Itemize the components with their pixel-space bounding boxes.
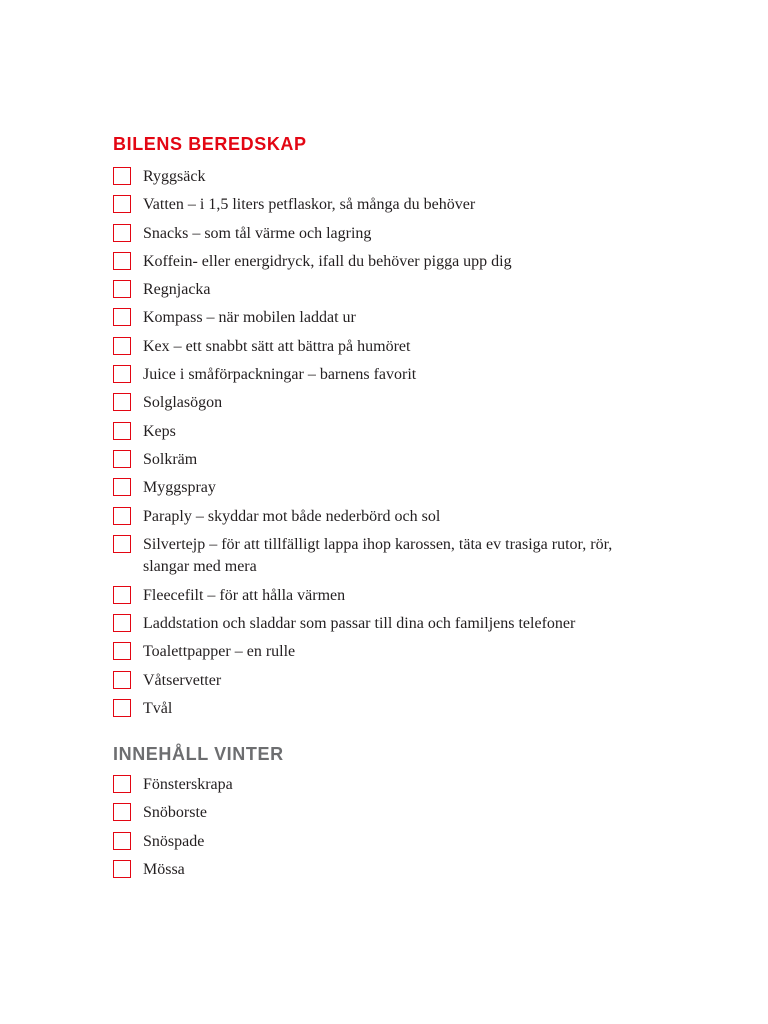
item-label: Snacks – som tål värme och lagring bbox=[143, 224, 372, 242]
checkbox[interactable] bbox=[113, 308, 131, 326]
list-item bbox=[113, 193, 673, 221]
checkbox[interactable] bbox=[113, 422, 131, 440]
list-item bbox=[113, 250, 673, 278]
list-item bbox=[113, 773, 673, 801]
checkbox[interactable] bbox=[113, 699, 131, 717]
list-item bbox=[113, 363, 673, 391]
checkbox[interactable] bbox=[113, 167, 131, 185]
checkbox[interactable] bbox=[113, 507, 131, 525]
list-item bbox=[113, 476, 673, 504]
item-label: Kex – ett snabbt sätt att bättra på humöret bbox=[143, 337, 411, 355]
item-label: Koffein- eller energidryck, ifall du behöver pigga upp dig bbox=[143, 252, 512, 270]
list-item bbox=[113, 697, 673, 725]
item-label: Keps bbox=[143, 422, 176, 440]
item-label: Vatten – i 1,5 liters petflaskor, så många du behöver bbox=[143, 196, 476, 214]
checkbox[interactable] bbox=[113, 671, 131, 689]
checkbox[interactable] bbox=[113, 224, 131, 242]
item-label: Laddstation och sladdar som passar till dina och familjens telefoner bbox=[143, 615, 576, 633]
list-item bbox=[113, 669, 673, 697]
item-label: Solkräm bbox=[143, 450, 198, 468]
checkbox[interactable] bbox=[113, 832, 131, 850]
list-item bbox=[113, 640, 673, 668]
checkbox[interactable] bbox=[113, 252, 131, 270]
list-item bbox=[113, 505, 673, 533]
list-item bbox=[113, 420, 673, 448]
checkbox[interactable] bbox=[113, 614, 131, 632]
item-label: Snöborste bbox=[143, 804, 207, 822]
checkbox[interactable] bbox=[113, 337, 131, 355]
checklist bbox=[113, 773, 673, 886]
list-item bbox=[113, 858, 673, 886]
checkbox[interactable] bbox=[113, 535, 131, 553]
section-innehall-vinter bbox=[113, 743, 673, 886]
checkbox[interactable] bbox=[113, 195, 131, 213]
item-label: Tvål bbox=[143, 700, 173, 718]
section-bilens-beredskap bbox=[113, 133, 673, 725]
item-label: Kompass – när mobilen laddat ur bbox=[143, 309, 356, 327]
list-item bbox=[113, 335, 673, 363]
list-item bbox=[113, 165, 673, 193]
section-heading: INNEHÅLL VINTER bbox=[113, 744, 284, 764]
item-label: Mössa bbox=[143, 860, 185, 878]
list-item bbox=[113, 306, 673, 334]
item-label: Fönsterskrapa bbox=[143, 776, 233, 793]
list-item bbox=[113, 533, 673, 584]
checkbox[interactable] bbox=[113, 803, 131, 821]
section-heading: BILENS BEREDSKAP bbox=[113, 134, 307, 154]
checkbox[interactable] bbox=[113, 450, 131, 468]
list-item bbox=[113, 278, 673, 306]
checkbox[interactable] bbox=[113, 642, 131, 660]
checkbox[interactable] bbox=[113, 393, 131, 411]
checkbox[interactable] bbox=[113, 586, 131, 604]
list-item bbox=[113, 222, 673, 250]
list-item bbox=[113, 584, 673, 612]
list-item bbox=[113, 612, 673, 640]
list-item bbox=[113, 391, 673, 419]
list-item bbox=[113, 448, 673, 476]
checkbox[interactable] bbox=[113, 365, 131, 383]
item-label: Silvertejp – för att tillfälligt lappa ihop karossen, täta ev trasiga rutor, rör, slangar med mera bbox=[143, 535, 613, 575]
item-label: Solglasögon bbox=[143, 394, 223, 412]
item-label: Regnjacka bbox=[143, 281, 211, 299]
item-label: Myggspray bbox=[143, 479, 216, 497]
item-label: Våtservetter bbox=[143, 671, 222, 689]
item-label: Fleecefilt – för att hålla värmen bbox=[143, 586, 346, 604]
item-label: Ryggsäck bbox=[143, 168, 206, 185]
checkbox[interactable] bbox=[113, 478, 131, 496]
item-label: Snöspade bbox=[143, 832, 205, 850]
checkbox[interactable] bbox=[113, 860, 131, 878]
item-label: Toalettpapper – en rulle bbox=[143, 643, 296, 661]
list-item bbox=[113, 801, 673, 829]
item-label: Paraply – skyddar mot både nederbörd och sol bbox=[143, 507, 441, 525]
list-item bbox=[113, 830, 673, 858]
checklist bbox=[113, 165, 673, 725]
checkbox[interactable] bbox=[113, 775, 131, 793]
checkbox[interactable] bbox=[113, 280, 131, 298]
item-label: Juice i småförpackningar – barnens favorit bbox=[143, 366, 417, 384]
